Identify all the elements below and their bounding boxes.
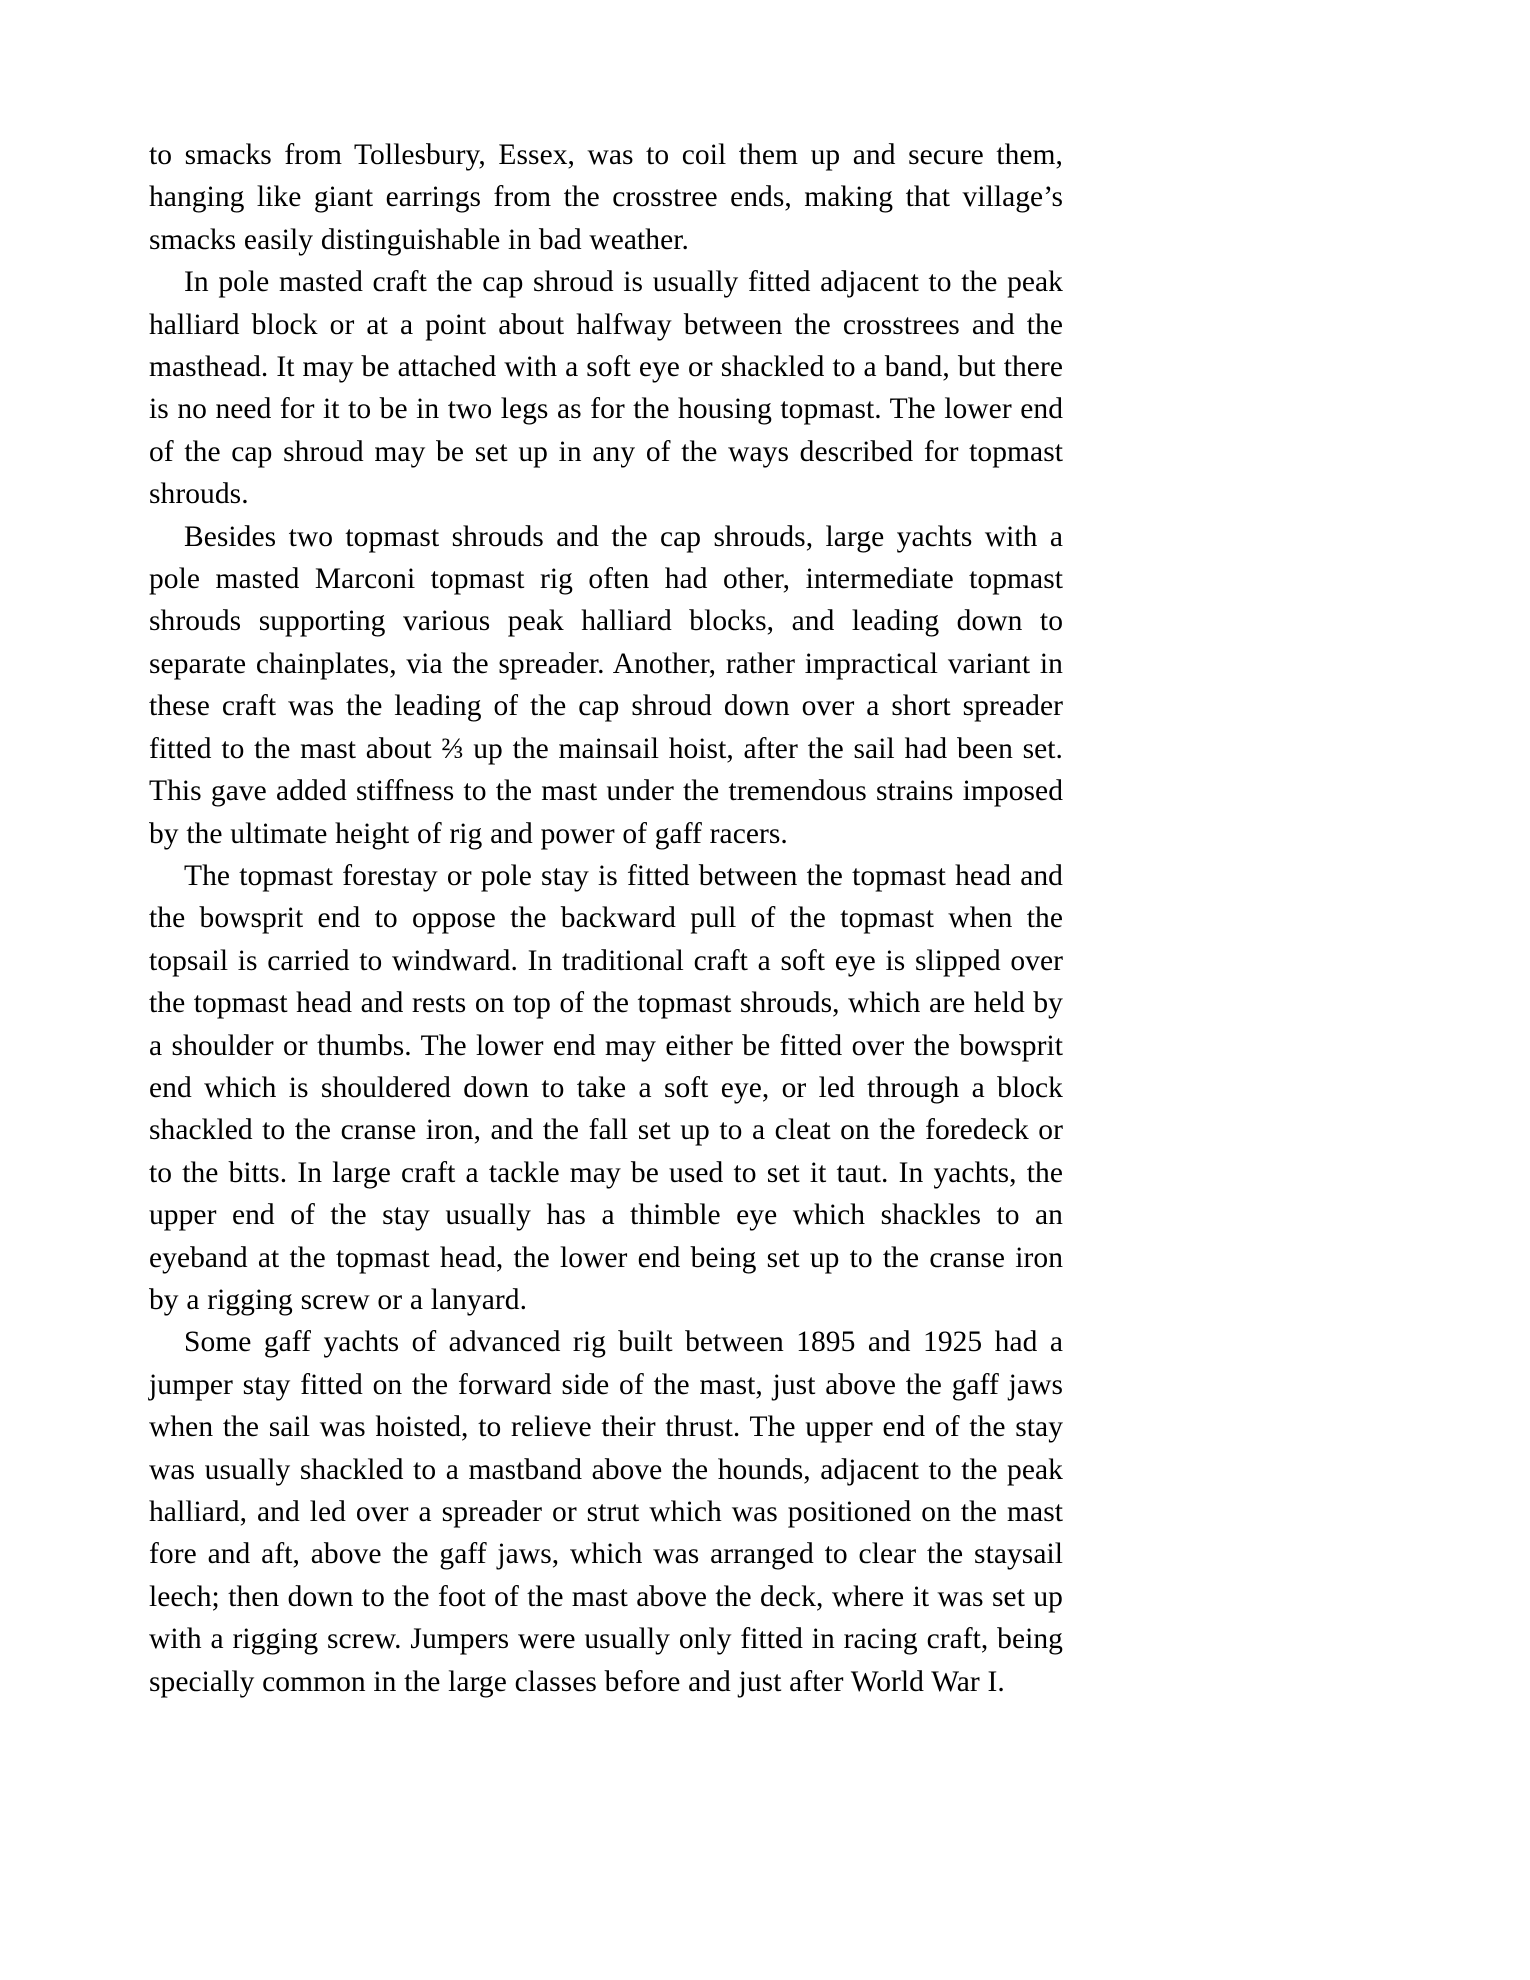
paragraph-some-gaff-yachts: Some gaff yachts of advanced rig built between 1895 and 1925 had a jumper stay fitted on the forward side of the mast, just above the gaff jaws when the sail was hoisted, to relieve their thrust. The upper end of the stay was usually shackled to a mastband above the hounds, adjacent to the peak halliard, and led over a spreader or strut which was positioned on the mast fore and aft, above the gaff jaws, which was arranged to clear the staysail leech; then down to the foot of the mast above the deck, where it was set up with a rigging screw. Jumpers were usually only fitted in racing craft, being specially common in the large classes before and just after World War I. [149, 1326, 1063, 1698]
paragraph-continued-tollesbury: to smacks from Tollesbury, Essex, was to coil them up and secure them, hanging like giant earrings from the crosstree ends, making that village’s smacks easily distinguishable in bad weather. [149, 139, 1063, 256]
body-text-column [149, 134, 1063, 1703]
paragraph-pole-masted-craft: In pole masted craft the cap shroud is usually fitted adjacent to the peak halliard block or at a point about halfway between the crosstrees and the masthead. It may be attached with a soft eye or shackled to a band, but there is no need for it to be in two legs as for the housing topmast. The lower end of the cap shroud may be set up in any of the ways described for topmast shrouds. [149, 266, 1063, 511]
paragraph-besides-two-topmast-shrouds: Besides two topmast shrouds and the cap shrouds, large yachts with a pole masted Marconi topmast rig often had other, intermediate topmast shrouds supporting various peak halliard blocks, and leading down to separate chainplates, via the spreader. Another, rather impractical variant in these craft was the leading of the cap shroud down over a short spreader fitted to the mast about ⅔ up the mainsail hoist, after the sail had been set. This gave added stiffness to the mast under the tremendous strains imposed by the ultimate height of rig and power of gaff racers. [149, 520, 1063, 850]
paragraph-topmast-forestay: The topmast forestay or pole stay is fitted between the topmast head and the bowsprit end to oppose the backward pull of the topmast when the topsail is carried to windward. In traditional craft a soft eye is slipped over the topmast head and rests on top of the topmast shrouds, which are held by a shoulder or thumbs. The lower end may either be fitted over the bowsprit end which is shouldered down to take a soft eye, or led through a block shackled to the cranse iron, and the fall set up to a cleat on the foredeck or to the bitts. In large craft a tackle may be used to set it taut. In yachts, the upper end of the stay usually has a thimble eye which shackles to an eyeband at the topmast head, the lower end being set up to the cranse iron by a rigging screw or a lanyard. [149, 859, 1063, 1316]
